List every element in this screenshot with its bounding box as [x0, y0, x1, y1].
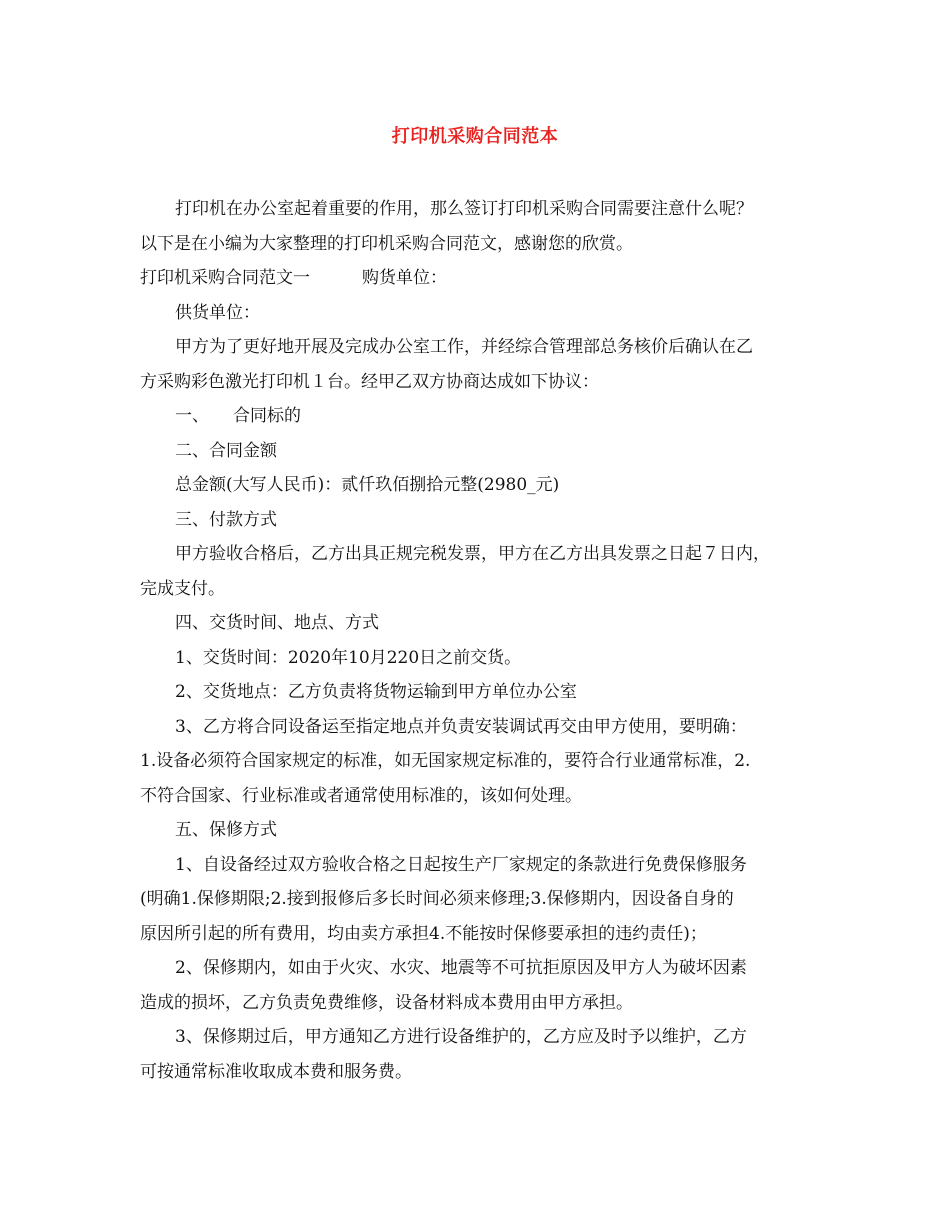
purpose-line-1: 甲方为了更好地开展及完成办公室工作，并经综合管理部总务核价后确认在乙 [175, 337, 753, 357]
warranty-2-line-2: 造成的损坏，乙方负责免费维修，设备材料成本费用由甲方承担。 [140, 992, 633, 1013]
delivery-place: 2、交货地点：乙方负责将货物运输到甲方单位办公室 [175, 682, 577, 702]
section-2-heading: 二、合同金额 [175, 440, 277, 461]
delivery-method-line-1: 3、乙方将合同设备运至指定地点并负责安装调试再交由甲方使用，要明确： [175, 716, 747, 737]
buyer-label: 购货单位： [362, 268, 447, 288]
sample-heading-row [140, 261, 830, 296]
payment-line-2: 完成支付。 [140, 578, 225, 599]
sample-title: 打印机采购合同范文一 [140, 268, 310, 288]
total-amount: 总金额(大写人民币)：贰仟玖佰捌拾元整(2980_元) [175, 475, 560, 495]
intro-line-1: 打印机在办公室起着重要的作用，那么签订打印机采购合同需要注意什么呢？ [175, 199, 753, 219]
warranty-3-line-1: 3、保修期过后，甲方通知乙方进行设备维护的，乙方应及时予以维护，乙方 [175, 1027, 747, 1047]
purpose-line-2: 方采购彩色激光打印机１台。经甲乙双方协商达成如下协议： [140, 371, 599, 392]
intro-line-2: 以下是在小编为大家整理的打印机采购合同范文，感谢您的欣赏。 [140, 233, 633, 254]
section-5-heading: 五、保修方式 [175, 820, 277, 840]
supplier-label: 供货单位： [175, 302, 260, 323]
document-title: 打印机采购合同范本 [391, 126, 559, 147]
section-1-number: 一、 [175, 406, 209, 426]
section-4-heading: 四、交货时间、地点、方式 [175, 613, 379, 633]
warranty-1-line-1: 1、自设备经过双方验收合格之日起按生产厂家规定的条款进行免费保修服务 [175, 854, 747, 875]
warranty-1-line-3: 原因所引起的所有费用，均由卖方承担4.不能按时保修要承担的违约责任)； [140, 923, 707, 944]
delivery-method-line-3: 不符合国家、行业标准或者通常使用标准的，该如何处理。 [140, 785, 582, 806]
section-1-label: 合同标的 [233, 406, 301, 426]
payment-line-1: 甲方验收合格后，乙方出具正规完税发票，甲方在乙方出具发票之日起７日内， [175, 544, 770, 564]
delivery-time: 1、交货时间：2020年10月220日之前交货。 [175, 647, 522, 668]
warranty-1-line-2: (明确1.保修期限;2.接到报修后多长时间必须来修理;3.保修期内，因设备自身的 [140, 889, 734, 909]
warranty-2-line-1: 2、保修期内，如由于火灾、水灾、地震等不可抗拒原因及甲方人为破坏因素 [175, 958, 747, 978]
warranty-3-line-2: 可按通常标准收取成本费和服务费。 [140, 1061, 412, 1082]
document-body [140, 192, 830, 1089]
section-3-heading: 三、付款方式 [175, 509, 277, 530]
delivery-method-line-2: 1.设备必须符合国家规定的标准，如无国家规定标准的，要符合行业通常标准，2. [140, 751, 751, 771]
section-1-heading [140, 399, 830, 434]
